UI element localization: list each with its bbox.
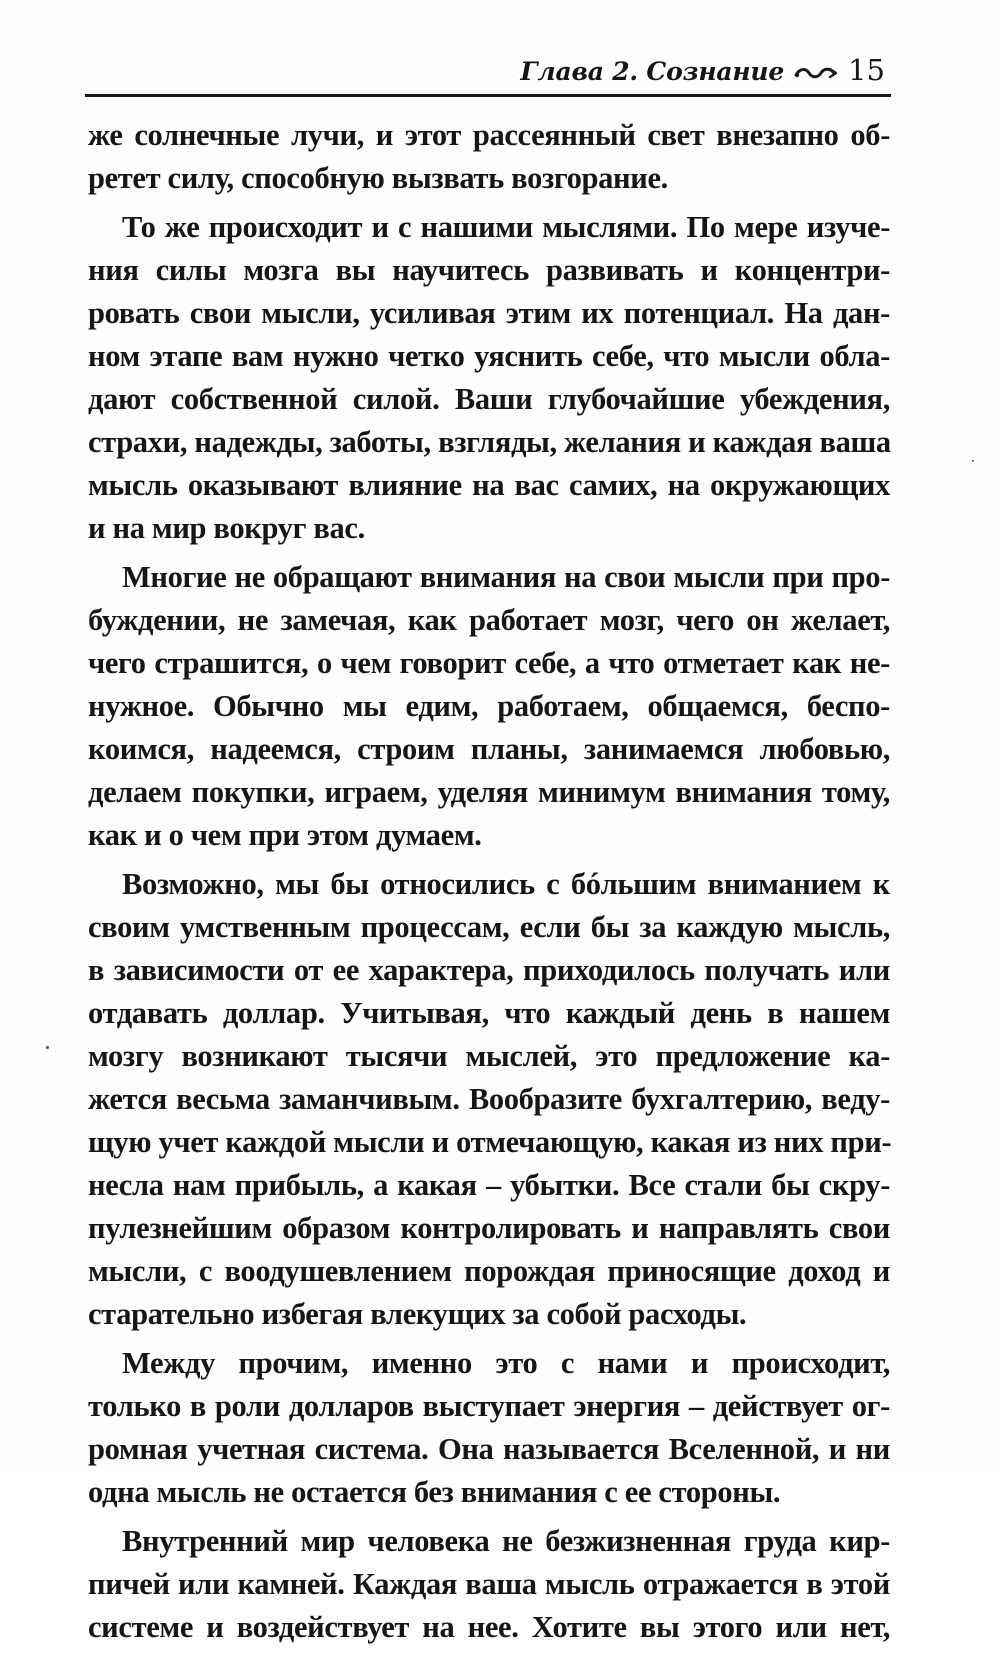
running-header bbox=[85, 50, 891, 97]
chapter-title: Глава 2. Сознание bbox=[520, 57, 785, 86]
text-line: ровать свои мысли, усиливая этим их потенциал. На дан- bbox=[88, 296, 890, 330]
text-line: несла нам прибыль, а какая – убытки. Все стали бы скру- bbox=[88, 1168, 890, 1202]
swirl-ornament-icon bbox=[794, 65, 838, 81]
text-line: ния силы мозга вы научитесь развивать и концентри- bbox=[88, 253, 890, 287]
text-line: нужное. Обычно мы едим, работаем, общаемся, беспо- bbox=[88, 689, 890, 723]
text-line: мозгу возникают тысячи мыслей, это предложение ка- bbox=[88, 1039, 890, 1073]
text-line: Внутренний мир человека не безжизненная груда кир- bbox=[122, 1524, 890, 1558]
text-line: щую учет каждой мысли и отмечающую, какая из них при- bbox=[88, 1125, 892, 1159]
text-line: в зависимости от ее характера, приходилось получать или bbox=[88, 953, 890, 987]
text-line: ромная учетная система. Она называется Вселенной, и ни bbox=[88, 1432, 890, 1466]
text-line: системе и воздействует на нее. Хотите вы этого или нет, bbox=[88, 1610, 890, 1644]
text-line: Между прочим, именно это с нами и происходит, bbox=[122, 1346, 890, 1380]
paragraph-6 bbox=[88, 1520, 890, 1649]
print-speck bbox=[972, 460, 974, 462]
paragraph-1 bbox=[88, 114, 890, 200]
text-line: То же происходит и с нашими мыслями. По мере изуче- bbox=[122, 210, 890, 244]
text-line: только в роли долларов выступает энергия – действует ог- bbox=[88, 1389, 890, 1423]
body-text bbox=[88, 114, 890, 1655]
text-line: пичей или камней. Каждая ваша мысль отражается в этой bbox=[88, 1567, 890, 1601]
text-line: жется весьма заманчивым. Вообразите бухгалтерию, веду- bbox=[88, 1082, 890, 1116]
print-speck bbox=[46, 1046, 49, 1049]
text-line: как и о чем при этом думаем. bbox=[88, 818, 482, 852]
text-line: же солнечные лучи, и этот рассеянный свет внезапно об- bbox=[88, 118, 890, 152]
text-line: мысли, с воодушевлением порождая приносящие доход и bbox=[88, 1254, 890, 1288]
text-line: мысль оказывают влияние на вас самих, на окружающих bbox=[88, 468, 890, 502]
text-line: ретет силу, способную вызвать возгорание. bbox=[88, 161, 668, 195]
paragraph-4 bbox=[88, 863, 890, 1336]
paragraph-2 bbox=[88, 206, 890, 550]
text-line: пулезнейшим образом контролировать и направлять свои bbox=[88, 1211, 890, 1245]
paragraph-3 bbox=[88, 556, 890, 857]
text-line: чего страшится, о чем говорит себе, а что отметает как не- bbox=[88, 646, 890, 680]
text-line: Многие не обращают внимания на свои мысли при про- bbox=[122, 560, 890, 594]
text-line: буждении, не замечая, как работает мозг, чего он желает, bbox=[88, 603, 890, 637]
text-line: дают собственной силой. Ваши глубочайшие убеждения, bbox=[88, 382, 890, 416]
paragraph-5 bbox=[88, 1342, 890, 1514]
text-line: страхи, надежды, заботы, взгляды, желания и каждая ваша bbox=[88, 425, 891, 459]
text-line: своим умственным процессам, если бы за каждую мысль, bbox=[88, 910, 890, 944]
text-line: коимся, надеемся, строим планы, занимаемся любовью, bbox=[88, 732, 890, 766]
text-line: старательно избегая влекущих за собой расходы. bbox=[88, 1297, 747, 1331]
text-line: Возможно, мы бы относились с бóльшим вниманием к bbox=[122, 867, 890, 901]
text-line: одна мысль не остается без внимания с ее стороны. bbox=[88, 1475, 781, 1509]
header-right-group bbox=[520, 53, 885, 87]
page-number: 15 bbox=[848, 53, 885, 87]
text-line: отдавать доллар. Учитывая, что каждый день в нашем bbox=[88, 996, 890, 1030]
text-line: и на мир вокруг вас. bbox=[88, 511, 365, 545]
text-line: ном этапе вам нужно четко уяснить себе, что мысли обла- bbox=[88, 339, 890, 373]
text-line: делаем покупки, играем, уделяя минимум внимания тому, bbox=[88, 775, 890, 809]
